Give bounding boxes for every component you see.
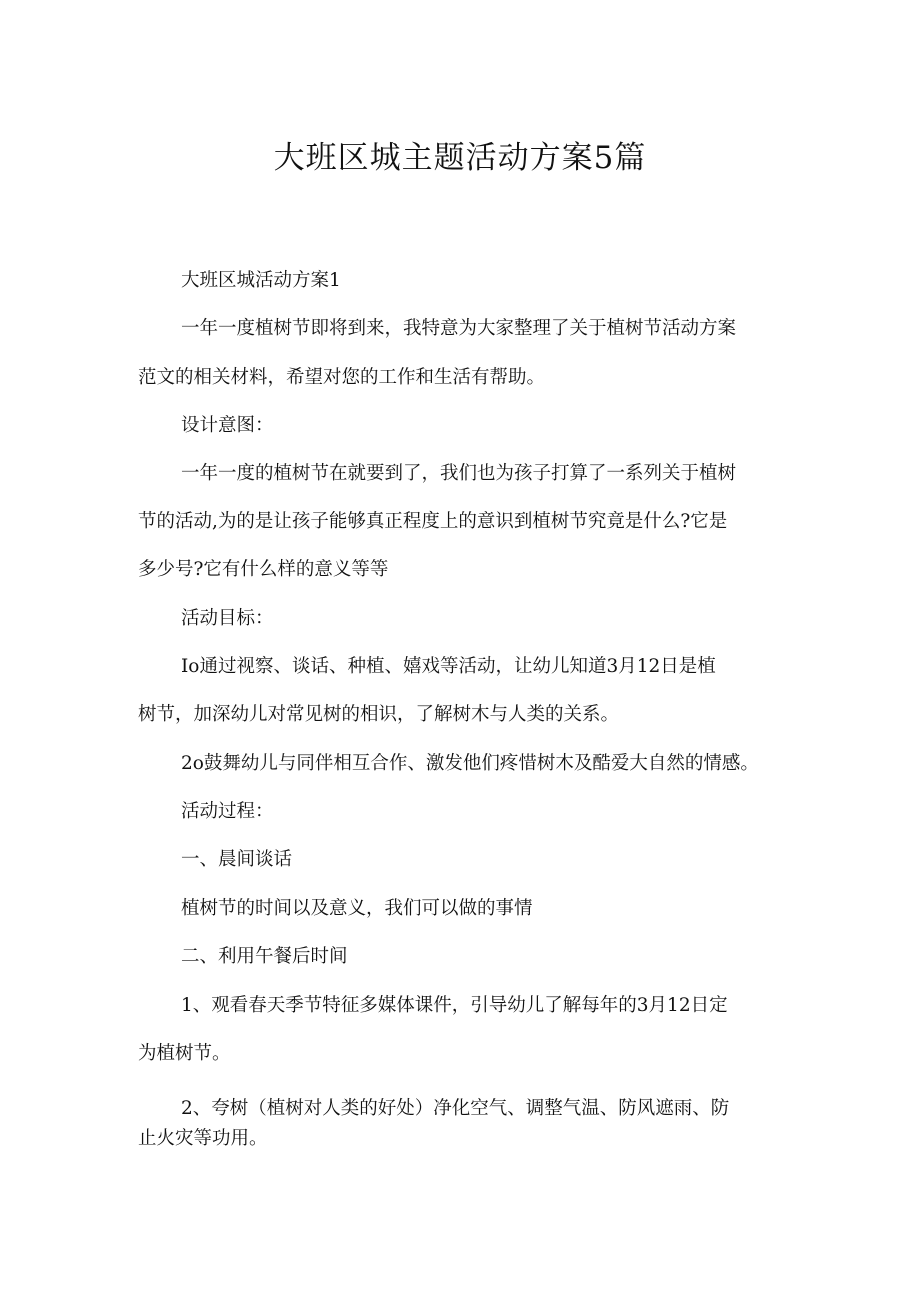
section-heading: 大班区城活动方案1 xyxy=(181,270,341,291)
paragraph-line: 2、夸树（植树对人类的好处）净化空气、调整气温、防风遮雨、防 xyxy=(181,1098,730,1119)
list-heading: 二、利用午餐后时间 xyxy=(181,946,348,967)
paragraph-line: Io通过视察、谈话、种植、嬉戏等活动，让幼儿知道3月12日是植 xyxy=(181,656,716,677)
list-heading: 一、晨间谈话 xyxy=(181,849,293,870)
paragraph-line: 为植树节。 xyxy=(138,1043,231,1064)
paragraph-line: 植树节的时间以及意义，我们可以做的事情 xyxy=(181,898,533,919)
subheading: 活动目标： xyxy=(181,608,274,629)
paragraph-line: 树节，加深幼儿对常见树的相识，了解树木与人类的关系。 xyxy=(138,704,620,725)
paragraph-line: 节的活动,为的是让孩子能够真正程度上的意识到植树节究竟是什么?它是 xyxy=(138,511,728,532)
paragraph-line: 一年一度植树节即将到来，我特意为大家整理了关于植树节活动方案 xyxy=(181,318,737,339)
paragraph-line: 1、观看春天季节特征多媒体课件，引导幼儿了解每年的3月12日定 xyxy=(181,995,728,1016)
paragraph-line: 一年一度的植树节在就要到了，我们也为孩子打算了一系列关于植树 xyxy=(181,463,737,484)
paragraph-line: 多少号?它有什么样的意义等等 xyxy=(138,559,389,580)
document-title: 大班区城主题活动方案5篇 xyxy=(273,140,647,176)
paragraph-line: 止火灾等功用。 xyxy=(138,1128,268,1149)
subheading: 活动过程： xyxy=(181,801,274,822)
subheading: 设计意图： xyxy=(181,415,274,436)
paragraph-line: 范文的相关材料，希望对您的工作和生活有帮助。 xyxy=(138,367,546,388)
paragraph-line: 2o鼓舞幼儿与同伴相互合作、激发他们疼惜树木及酷爱大自然的情感。 xyxy=(181,753,759,774)
